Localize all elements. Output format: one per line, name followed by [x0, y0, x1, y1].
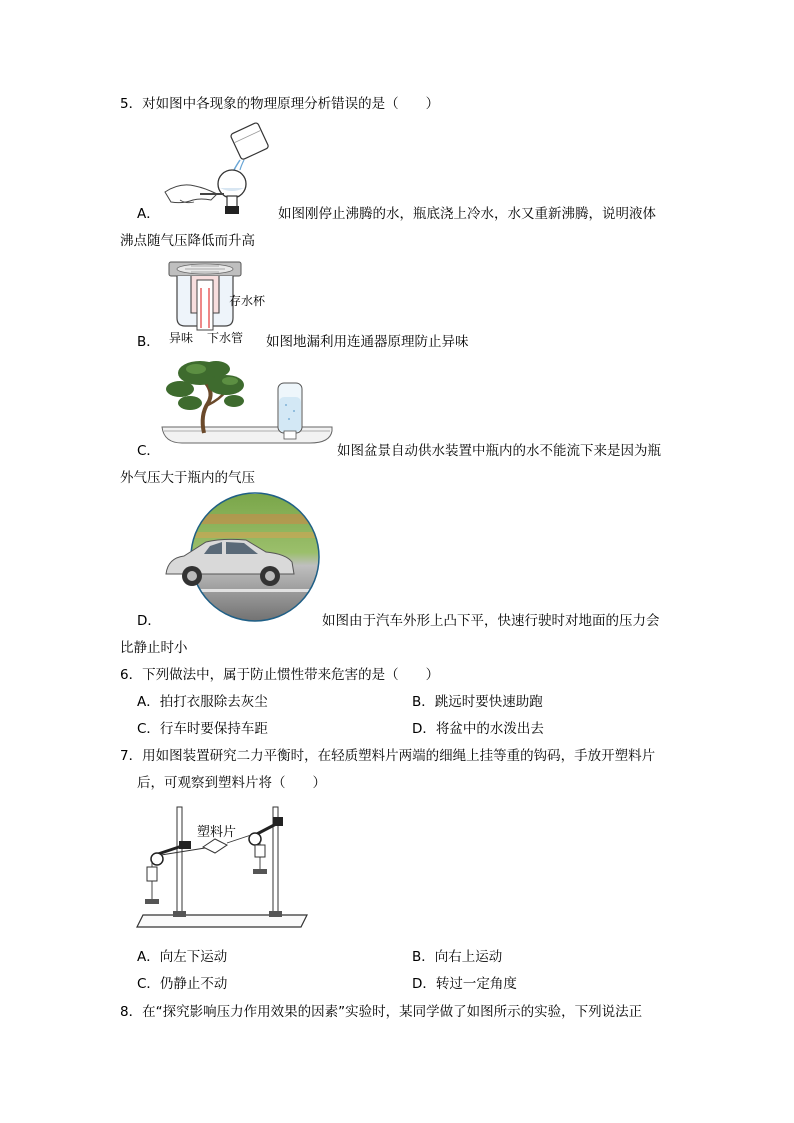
q7-option-d: D．转过一定角度 [412, 976, 517, 992]
q5a-figure-flask [160, 122, 280, 217]
q5d-text-line2: 比静止时小 [120, 640, 188, 656]
q5b-fig-label-odor: 异味 [169, 331, 194, 345]
q5d-label: D． [137, 613, 161, 629]
q6-option-b: B．跳远时要快速助跑 [412, 694, 543, 710]
q5d-figure-car [162, 494, 322, 624]
q7-stem-line1: 7．用如图装置研究二力平衡时，在轻质塑料片两端的细绳上挂等重的钩码，手放开塑料片 [120, 748, 656, 764]
q5a-label: A． [137, 206, 160, 222]
q7-option-b: B．向右上运动 [412, 949, 503, 965]
q5b-fig-label-cup: 存水杯 [229, 294, 266, 308]
q8-stem: 8．在“探究影响压力作用效果的因素”实验时，某同学做了如图所示的实验，下列说法正 [120, 1004, 643, 1020]
q5c-figure-bonsai [160, 355, 335, 455]
q7-stem-line2: 后，可观察到塑料片将（ ） [137, 775, 326, 791]
q6-stem: 6．下列做法中，属于防止惯性带来危害的是（ ） [120, 667, 440, 683]
q5a-text-line1: 如图刚停止沸腾的水，瓶底浇上冷水，水又重新沸腾，说明液体 [278, 206, 656, 222]
q5b-fig-label-pipe: 下水管 [207, 331, 244, 345]
q7-fig-label: 塑料片 [197, 825, 237, 840]
q6-option-d: D．将盆中的水泼出去 [412, 721, 544, 737]
q5c-text-line2: 外气压大于瓶内的气压 [120, 470, 255, 486]
q5a-text-line2: 沸点随气压降低而升高 [120, 233, 255, 249]
q5c-label: C． [137, 443, 160, 459]
q5-stem: 5．对如图中各现象的物理原理分析错误的是（ ） [120, 96, 440, 112]
q7-option-c: C．仍静止不动 [137, 976, 228, 992]
q6-option-c: C．行车时要保持车距 [137, 721, 268, 737]
q5c-text-line1: 如图盆景自动供水装置中瓶内的水不能流下来是因为瓶 [337, 443, 661, 459]
q7-option-a: A．向左下运动 [137, 949, 228, 965]
q6-option-a: A．拍打衣服除去灰尘 [137, 694, 268, 710]
q5b-label: B． [137, 334, 160, 350]
q5b-text: 如图地漏利用连通器原理防止异味 [266, 334, 469, 350]
q5d-text-line1: 如图由于汽车外形上凸下平，快速行驶时对地面的压力会 [322, 613, 660, 629]
